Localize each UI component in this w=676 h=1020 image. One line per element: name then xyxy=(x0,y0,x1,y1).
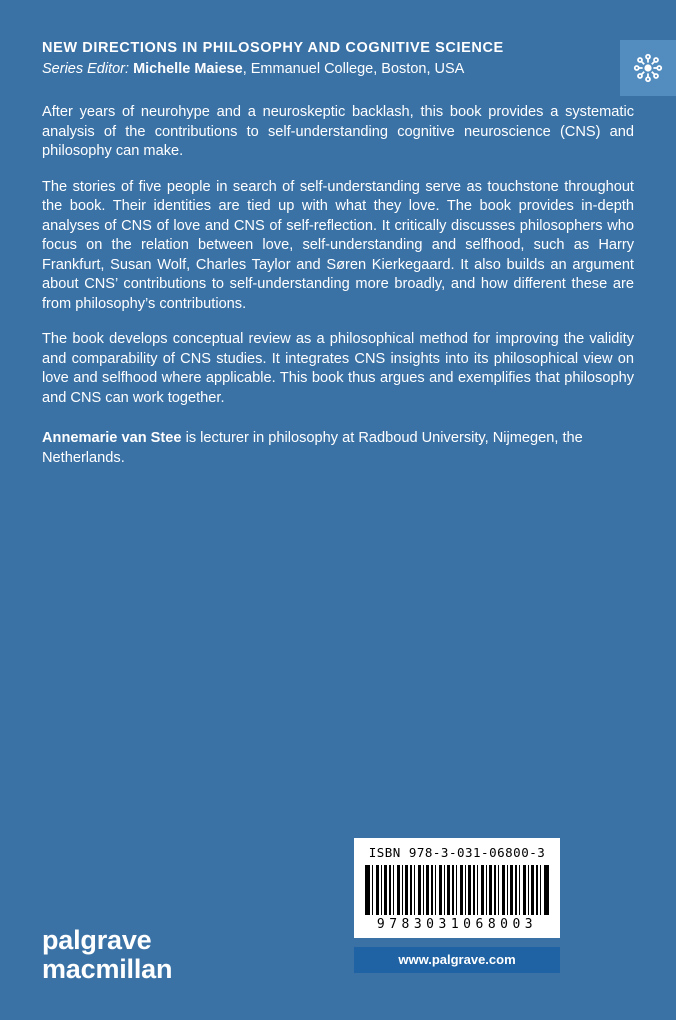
isbn-label: ISBN 978-3-031-06800-3 xyxy=(368,845,546,860)
series-title: NEW DIRECTIONS IN PHILOSOPHY AND COGNITIVE SCIENCE xyxy=(42,40,504,56)
blurb-paragraph: The book develops conceptual review as a philosophical method for improving the validity and comparability of CNS studies. It integrates CNS insights into its philosophical view on love and selfhood where applicable. This book thus argues and exemplifies that philosophy and CNS can work together. xyxy=(42,331,634,406)
barcode-digits: 9783031068003 xyxy=(376,917,538,932)
author-name: Annemarie van Stee xyxy=(42,430,182,446)
series-editor-line xyxy=(42,61,634,77)
series-editor-affiliation: , Emmanuel College, Boston, USA xyxy=(242,61,465,77)
publisher-wordmark xyxy=(42,926,172,984)
series-editor-name: Michelle Maiese xyxy=(133,61,243,77)
barcode-box xyxy=(354,838,560,938)
barcode-image xyxy=(365,865,549,915)
publisher-wordmark-line2: macmillan xyxy=(42,954,173,984)
blurb-paragraph: The stories of five people in search of self-understanding serve as touchstone throughout the book. Their identities are tied up with what they love. The book provides in-depth analyses of CNS of love and CNS of self-reflection. It critically discusses philosophers who focus on the relation between love, self-understanding and selfhood, such as Harry Frankfurt, Susan Wolf, Charles Taylor and Søren Kierkegaard. It also builds an argument about CNS’ contributions to self-understanding more broadly, and how different these are from philosophy’s contributions. xyxy=(42,178,634,312)
blurb-paragraph: After years of neurohype and a neuroskeptic backlash, this book provides a systematic analysis of the contributions to self-understanding cognitive neuroscience (CNS) and philosophy can make. xyxy=(42,104,634,159)
publisher-wordmark-line1: palgrave xyxy=(42,925,152,955)
publisher-website-strip: www.palgrave.com xyxy=(354,947,560,973)
series-logo-badge xyxy=(620,40,676,96)
network-asterisk-icon xyxy=(630,50,666,86)
author-bio-text: is lecturer in philosophy at Radboud University, Nijmegen, the Netherlands. xyxy=(42,430,583,466)
barcode-panel xyxy=(354,838,560,973)
cover-content xyxy=(0,0,676,468)
series-editor-label: Series Editor: xyxy=(42,61,134,77)
author-bio xyxy=(42,429,634,468)
